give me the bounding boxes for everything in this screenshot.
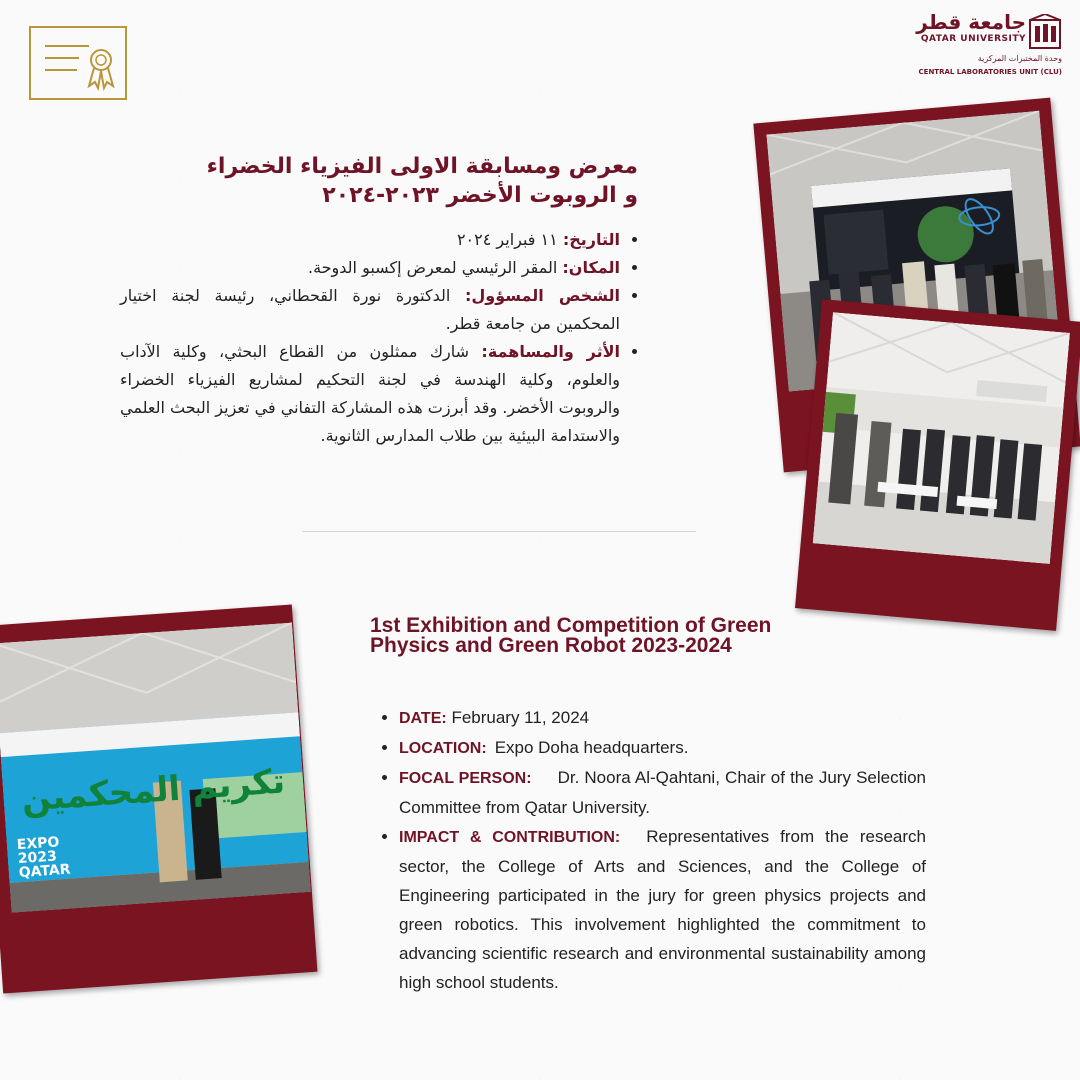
arabic-date-label: التاريخ: <box>562 230 620 249</box>
arabic-date-value: ١١ فبراير ٢٠٢٤ <box>456 230 563 249</box>
list-item <box>120 338 620 450</box>
photo-exhibition-hall <box>813 312 1070 564</box>
date-label: DATE: <box>399 710 447 727</box>
list-item <box>120 282 620 338</box>
arabic-impact-value: شارك ممثلون من القطاع البحثي، وكلية الآداب والعلوم، وكلية الهندسة في لجنة التحكيم لمشاريع الفيزياء الخضراء والروبوت الأخضر. وقد أبرزت هذه المشاركة التفاني في تعزيز البحث العلمي والاستدامة البيئية بين طلاب المدارس الثانوية. <box>120 342 620 445</box>
section-divider <box>302 531 696 532</box>
logo-arabic-name: جامعة قطر <box>916 10 1026 34</box>
list-item <box>120 226 620 254</box>
arabic-location-label: المكان: <box>562 258 620 277</box>
expo-label: EXPO <box>16 834 60 854</box>
list-item <box>399 733 926 763</box>
location-label: LOCATION: <box>399 740 487 757</box>
qatar-university-logo <box>908 10 1068 76</box>
photo-honoring-jury <box>0 622 311 912</box>
arabic-location-value: المقر الرئيسي لمعرض إكسبو الدوحة. <box>308 258 563 277</box>
arabic-title: معرض ومسابقة الاولى الفيزياء الخضراء و الروبوت الأخضر ٢٠٢٣-٢٠٢٤ <box>206 154 638 208</box>
logo-unit-arabic: وحدة المختبرات المركزية <box>977 54 1062 63</box>
university-emblem-icon <box>1028 14 1062 54</box>
logo-unit-english: CENTRAL LABORATORIES UNIT (CLU) <box>918 68 1062 76</box>
banner-arabic-text: تكريم المحكمين <box>20 761 287 820</box>
expo-year: 2023 <box>17 848 58 868</box>
focal-person-label: FOCAL PERSON: <box>399 770 532 787</box>
photo-frame-honoring <box>0 604 317 993</box>
certificate-icon <box>29 26 127 100</box>
arabic-impact-label: الأثر والمساهمة: <box>481 342 620 361</box>
list-item <box>399 822 926 997</box>
photo-frame-hall <box>795 299 1080 631</box>
english-title: 1st Exhibition and Competition of Green Physics and Green Robot 2023-2024 <box>370 614 772 657</box>
location-value: Expo Doha headquarters. <box>494 738 689 757</box>
arabic-focal-person-label: الشخص المسؤول: <box>464 286 621 305</box>
expo-logo <box>16 835 71 881</box>
logo-english-name: QATAR UNIVERSITY <box>920 34 1026 44</box>
impact-label: IMPACT & CONTRIBUTION: <box>399 829 621 846</box>
list-item <box>399 763 926 822</box>
arabic-details-list <box>120 226 638 450</box>
expo-place: QATAR <box>18 861 72 882</box>
date-value: February 11, 2024 <box>451 708 590 727</box>
arabic-focal-person-value: الدكتورة نورة القحطاني، رئيسة لجنة اختيار المحكمين من جامعة قطر. <box>120 286 620 333</box>
list-item <box>120 254 620 282</box>
focal-person-value: Dr. Noora Al-Qahtani, Chair of the Jury Selection Committee from Qatar University. <box>399 768 926 817</box>
english-details-list <box>383 703 926 997</box>
list-item <box>399 703 926 733</box>
impact-value: Representatives from the research sector, the College of Arts and Sciences, and the College of Engineering participated in the jury for green physics projects and green robotics. This involvement highlighted the commitment to advancing scientific research and environmental sustainability among high school students. <box>399 827 926 992</box>
